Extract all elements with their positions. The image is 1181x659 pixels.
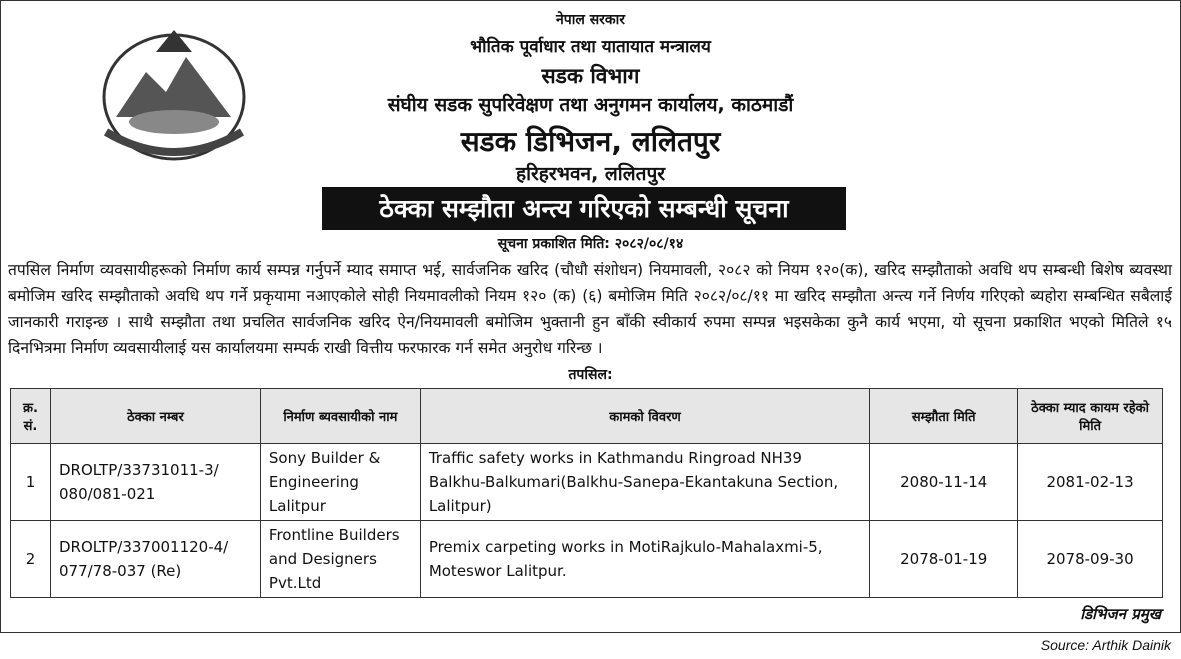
published-date: सूचना प्रकाशित मिति: २०८२/०८/१४ <box>497 236 684 252</box>
cell-serial: 2 <box>11 521 51 598</box>
cell-work-description: Premix carpeting works in MotiRajkulo-Mahalaxmi-5, Moteswor Lalitpur. <box>420 521 869 598</box>
col-agreement-date: सम्झौता मिति <box>870 389 1018 444</box>
cell-agreement-date: 2078-01-19 <box>870 521 1018 598</box>
govt-name: नेपाल सरकार <box>555 12 625 28</box>
notice-title: ठेक्का सम्झौता अन्त्य गरिएको सम्बन्धी सूचना <box>322 187 846 230</box>
cell-work-description: Traffic safety works in Kathmandu Ringroad NH39 Balkhu-Balkumari(Balkhu-Sanepa-Ekantakuna Section, Lalitpur) <box>420 444 869 521</box>
col-contractor: निर्माण ब्यवसायीको नाम <box>260 389 420 444</box>
cell-contractor: Sony Builder & Engineering Lalitpur <box>260 444 420 521</box>
cell-expiry-date: 2078-09-30 <box>1018 521 1163 598</box>
contracts-table <box>10 388 1163 598</box>
cell-expiry-date: 2081-02-13 <box>1018 444 1163 521</box>
col-serial: क्र. सं. <box>11 389 51 444</box>
cell-contractor: Frontline Builders and Designers Pvt.Ltd <box>260 521 420 598</box>
cell-contract-no: DROLTP/33731011-3/ 080/081-021 <box>50 444 260 521</box>
col-expiry-date: ठेक्का म्याद कायम रहेको मिति <box>1018 389 1163 444</box>
cell-contract-no: DROLTP/337001120-4/ 077/78-037 (Re) <box>50 521 260 598</box>
cell-serial: 1 <box>11 444 51 521</box>
col-work-description: कामको विवरण <box>420 389 869 444</box>
signature: डिभिजन प्रमुख <box>1080 605 1161 623</box>
ministry-name: भौतिक पूर्वाधार तथा यातायात मन्त्रालय <box>470 37 711 57</box>
cell-agreement-date: 2080-11-14 <box>870 444 1018 521</box>
division-name: सडक डिभिजन, ललितपुर <box>460 125 721 158</box>
source-credit: Source: Arthik Dainik <box>1040 637 1171 653</box>
table-header-row <box>11 389 1163 444</box>
office-name: संघीय सडक सुपरिवेक्षण तथा अनुगमन कार्यालय, काठमाडौं <box>387 94 794 116</box>
department-name: सडक विभाग <box>541 64 640 88</box>
office-address: हरिहरभवन, ललितपुर <box>515 163 666 185</box>
col-contract-no: ठेक्का नम्बर <box>50 389 260 444</box>
table-label: तपसिल: <box>568 367 613 383</box>
table-row <box>11 521 1163 598</box>
table-row <box>11 444 1163 521</box>
notice-body: तपसिल निर्माण व्यवसायीहरूको निर्माण कार्य सम्पन्न गर्नुपर्ने म्याद समाप्त भई, सार्वजनिक खरिद (चौधौ संशोधन) नियमावली, २०८२ को नियम १२०(क), खरिद सम्झौताको अवधि थप सम्बन्धी बिशेष ब्यवस्था बमोजिम खरिद सम्झौताको अवधि थप गर्ने प्रकृयामा नआएकोले सोही नियमावलीको नियम १२० (क) (६) बमोजिम मिति २०८२/०८/११ मा खरिद सम्झौता अन्त्य गर्ने निर्णय गरिएको ब्यहोरा सम्बन्धित सबैलाई जानकारी गराइन्छ । साथै सम्झौता तथा प्रचलित सार्वजनिक खरिद ऐन/नियमावली बमोजिम भुक्तानी हुन बाँकी स्वीकार्य रुपमा सम्पन्न भइसकेका कुनै कार्य भएमा, यो सूचना प्रकाशित भएको मितिले १५ दिनभित्रमा निर्माण व्यवसायीलाई यस कार्यालयमा सम्पर्क राखी वित्तीय फरफारक गर्न समेत अनुरोध गरिन्छ । <box>8 261 1172 357</box>
